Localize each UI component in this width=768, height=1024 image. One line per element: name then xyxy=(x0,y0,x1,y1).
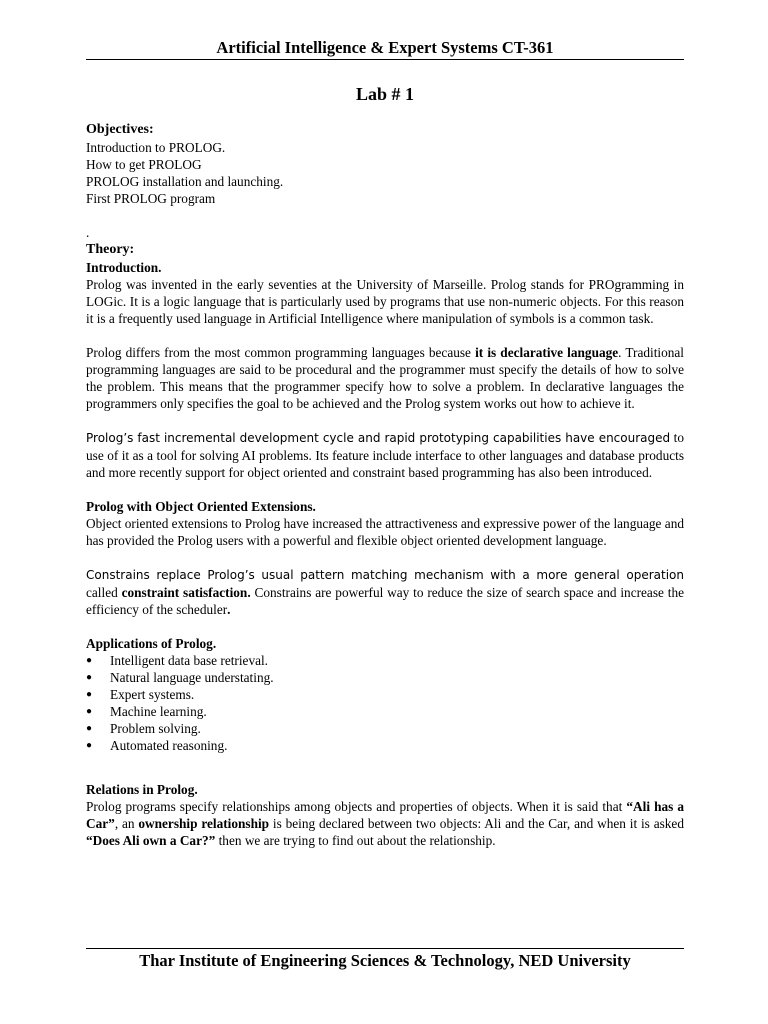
text-run: Constrains replace Prolog’s usual pattern matching mechanism with a more general operation xyxy=(86,568,684,582)
objective-item: Introduction to PROLOG. xyxy=(86,140,226,155)
objectives-heading: Objectives: xyxy=(86,122,154,137)
bold-run: it is declarative language xyxy=(475,345,619,360)
text-run: called xyxy=(86,585,122,600)
text-run: Prolog differs from the most common programming languages because xyxy=(86,345,476,360)
lab-title: Lab # 1 xyxy=(355,84,415,104)
theory-paragraph-3 xyxy=(86,429,684,481)
text-run: to use of it as a tool for solving AI problems. Its feature include interface to other languages and database products and more recently support for object oriented and constraint based programming has also been introduced. xyxy=(86,430,684,480)
bold-run: . xyxy=(227,602,231,617)
oo-paragraph-2 xyxy=(86,566,684,618)
document-body xyxy=(86,121,684,849)
page-footer: Thar Institute of Engineering Sciences & Technology, NED University xyxy=(139,951,631,970)
text-run: Constrains are powerful way to reduce the size of search space and increase the efficiency of the scheduler xyxy=(86,585,684,617)
list-item: ● Expert systems. xyxy=(86,686,684,703)
introduction-heading: Introduction. xyxy=(86,260,162,275)
objectives-list xyxy=(86,139,684,207)
oo-paragraph-1: Object oriented extensions to Prolog have increased the attractiveness and expressive power of the language and has provided the Prolog users with a powerful and flexible object oriented development language. xyxy=(86,516,684,548)
relations-heading: Relations in Prolog. xyxy=(86,782,198,797)
list-item: ● Intelligent data base retrieval. xyxy=(86,652,684,669)
theory-paragraph-2 xyxy=(86,344,684,412)
text-run: then we are trying to find out about the relationship. xyxy=(215,833,496,848)
objective-item: First PROLOG program xyxy=(86,191,216,206)
theory-paragraph-1: Prolog was invented in the early seventies at the University of Marseille. Prolog stands for PROgramming in LOGic. It is a logic language that is particularly used by programs that use non-numeric objects. For this reason it is a frequently used language in Artificial Intelligence where manipulation of symbols is a common task. xyxy=(86,277,684,326)
list-item: ● Problem solving. xyxy=(86,720,684,737)
theory-heading: Theory: xyxy=(86,242,135,257)
applications-heading: Applications of Prolog. xyxy=(86,636,217,651)
oo-extensions-heading: Prolog with Object Oriented Extensions. xyxy=(86,499,316,514)
bold-run: constraint satisfaction. xyxy=(121,585,251,600)
list-item: ● Machine learning. xyxy=(86,703,684,720)
text-run: . Traditional programming languages are said to be procedural and the programmer must specify the details of how to solve the problem. This means that the programmer specify how to solve a problem. In declarative languages the programmers only specifies the goal to be achieved and the Prolog system works out how to achieve it. xyxy=(86,345,684,411)
text-run: Prolog programs specify relationships among objects and properties of objects. When it is said that xyxy=(86,799,627,814)
applications-list xyxy=(86,652,684,754)
text-run: Prolog’s fast incremental development cycle and rapid prototyping capabilities have encouraged xyxy=(86,431,671,445)
bold-run: “Does Ali own a Car?” xyxy=(86,833,216,848)
list-item: ● Automated reasoning. xyxy=(86,737,684,754)
stray-dot: . xyxy=(86,225,90,240)
list-item: ● Natural language understating. xyxy=(86,669,684,686)
footer-rule xyxy=(86,948,684,949)
text-run: is being declared between two objects: Ali and the Car, and when it is asked xyxy=(269,816,684,831)
text-run: , an xyxy=(114,816,139,831)
bold-run: “Ali has a Car” xyxy=(86,799,685,831)
header-rule xyxy=(86,59,684,60)
relations-paragraph xyxy=(86,798,684,849)
bold-run: ownership relationship xyxy=(138,816,270,831)
page-header: Artificial Intelligence & Expert Systems CT-361 xyxy=(216,38,554,57)
objective-item: PROLOG installation and launching. xyxy=(86,174,284,189)
objective-item: How to get PROLOG xyxy=(86,157,202,172)
